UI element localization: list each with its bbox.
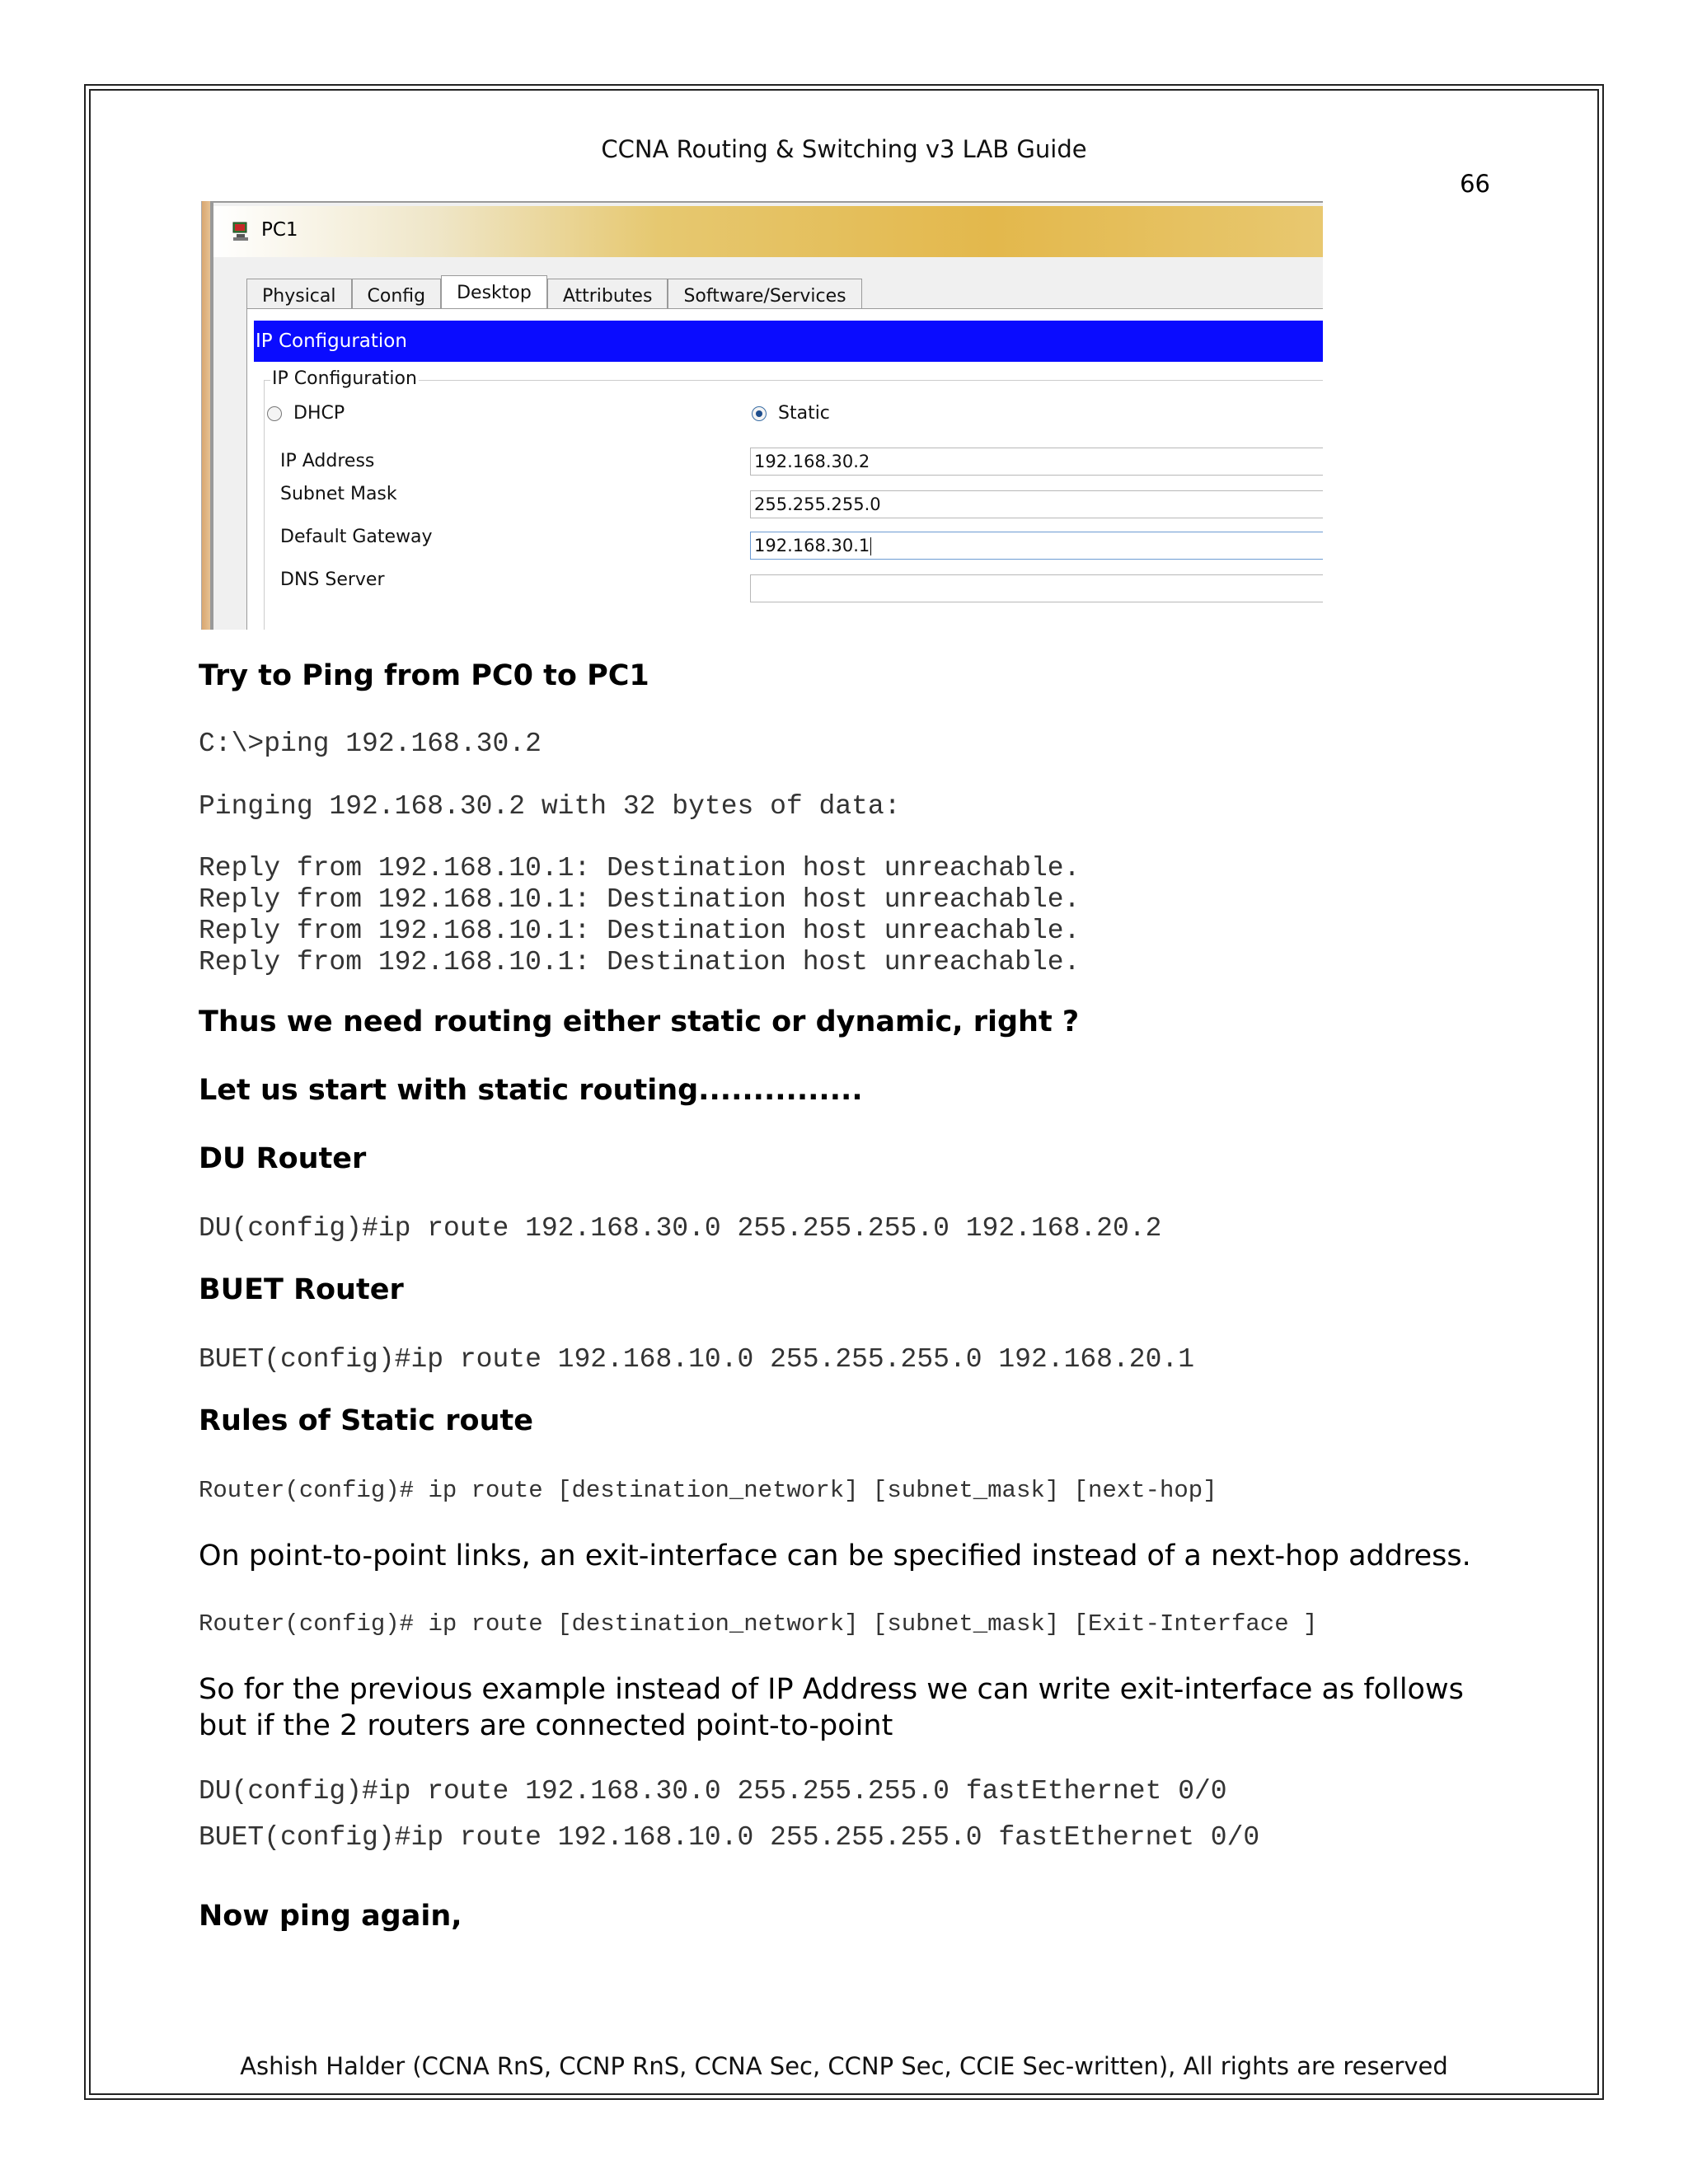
group-title: IP Configuration (272, 368, 417, 389)
dhcp-radio[interactable] (267, 406, 282, 421)
pc1-window (210, 201, 1323, 630)
dns-server-field[interactable] (750, 574, 1323, 602)
page-footer: Ashish Halder (CCNA RnS, CCNP RnS, CCNA Sec, CCNP Sec, CCIE Sec-written), All rights are reserved (240, 2052, 1448, 2080)
group-border-top (264, 380, 1323, 381)
tab-desktop[interactable]: Desktop (441, 275, 547, 314)
tab-software-services[interactable]: Software/Services (668, 279, 861, 312)
dhcp-radio-label: DHCP (293, 403, 345, 424)
pinging-line: Pinging 192.168.30.2 with 32 bytes of data: (199, 791, 901, 822)
heading-need-routing: Thus we need routing either static or dynamic, right ? (199, 1005, 1080, 1038)
default-gateway-value: 192.168.30.1 (754, 536, 870, 555)
cmd-ping: C:\>ping 192.168.30.2 (199, 729, 542, 759)
reply-line: Reply from 192.168.10.1: Destination host unreachable. (199, 884, 1081, 915)
heading-rules: Rules of Static route (199, 1404, 533, 1437)
page-number: 66 (1460, 170, 1490, 198)
pc1-ip-config-screenshot (201, 201, 1323, 630)
reply-line: Reply from 192.168.10.1: Destination host unreachable. (199, 947, 1081, 977)
heading-start-static: Let us start with static routing............... (199, 1074, 863, 1107)
syntax-next-hop: Router(config)# ip route [destination_network] [subnet_mask] [next-hop] (199, 1477, 1217, 1504)
para-example: So for the previous example instead of IP Address we can write exit-interface as follows but if the 2 routers are connected point-to-point (199, 1673, 1464, 1742)
static-radio[interactable] (752, 406, 767, 421)
cmd-du-exit-interface: DU(config)#ip route 192.168.30.0 255.255.255.0 fastEthernet 0/0 (199, 1776, 1227, 1807)
tab-config[interactable]: Config (352, 279, 442, 312)
window-title: PC1 (261, 219, 298, 241)
tab-physical[interactable]: Physical (246, 279, 352, 312)
heading-ping-again: Now ping again, (199, 1900, 462, 1933)
ip-address-label: IP Address (280, 451, 375, 471)
window-titlebar[interactable] (213, 206, 1323, 257)
static-radio-label: Static (778, 403, 830, 424)
cmd-buet-route: BUET(config)#ip route 192.168.10.0 255.255.255.0 192.168.20.1 (199, 1344, 1194, 1375)
running-header: CCNA Routing & Switching v3 LAB Guide (601, 135, 1087, 163)
heading-try-ping: Try to Ping from PC0 to PC1 (199, 659, 649, 692)
para-point-to-point: On point-to-point links, an exit-interface can be specified instead of a next-hop address. (199, 1540, 1471, 1572)
dns-server-label: DNS Server (280, 569, 385, 590)
text-cursor (870, 537, 871, 555)
ip-address-field[interactable]: 192.168.30.2 (750, 448, 1323, 476)
subnet-mask-field[interactable]: 255.255.255.0 (750, 490, 1323, 518)
desktop-panel (246, 308, 1323, 630)
cmd-du-route: DU(config)#ip route 192.168.30.0 255.255.255.0 192.168.20.2 (199, 1213, 1162, 1244)
subnet-mask-label: Subnet Mask (280, 484, 397, 504)
heading-du-router: DU Router (199, 1142, 367, 1175)
syntax-exit-interface: Router(config)# ip route [destination_network] [subnet_mask] [Exit-Interface ] (199, 1610, 1318, 1638)
cmd-buet-exit-interface: BUET(config)#ip route 192.168.10.0 255.255.255.0 fastEthernet 0/0 (199, 1822, 1260, 1853)
reply-line: Reply from 192.168.10.1: Destination host unreachable. (199, 853, 1081, 883)
pc-app-icon (232, 221, 250, 242)
reply-line: Reply from 192.168.10.1: Destination host unreachable. (199, 916, 1081, 946)
group-border-left (264, 380, 265, 630)
tab-bar (246, 275, 862, 308)
heading-buet-router: BUET Router (199, 1273, 404, 1306)
default-gateway-field[interactable] (750, 532, 1323, 560)
tab-attributes[interactable]: Attributes (547, 279, 668, 312)
panel-title: IP Configuration (254, 321, 1323, 362)
default-gateway-label: Default Gateway (280, 527, 433, 547)
